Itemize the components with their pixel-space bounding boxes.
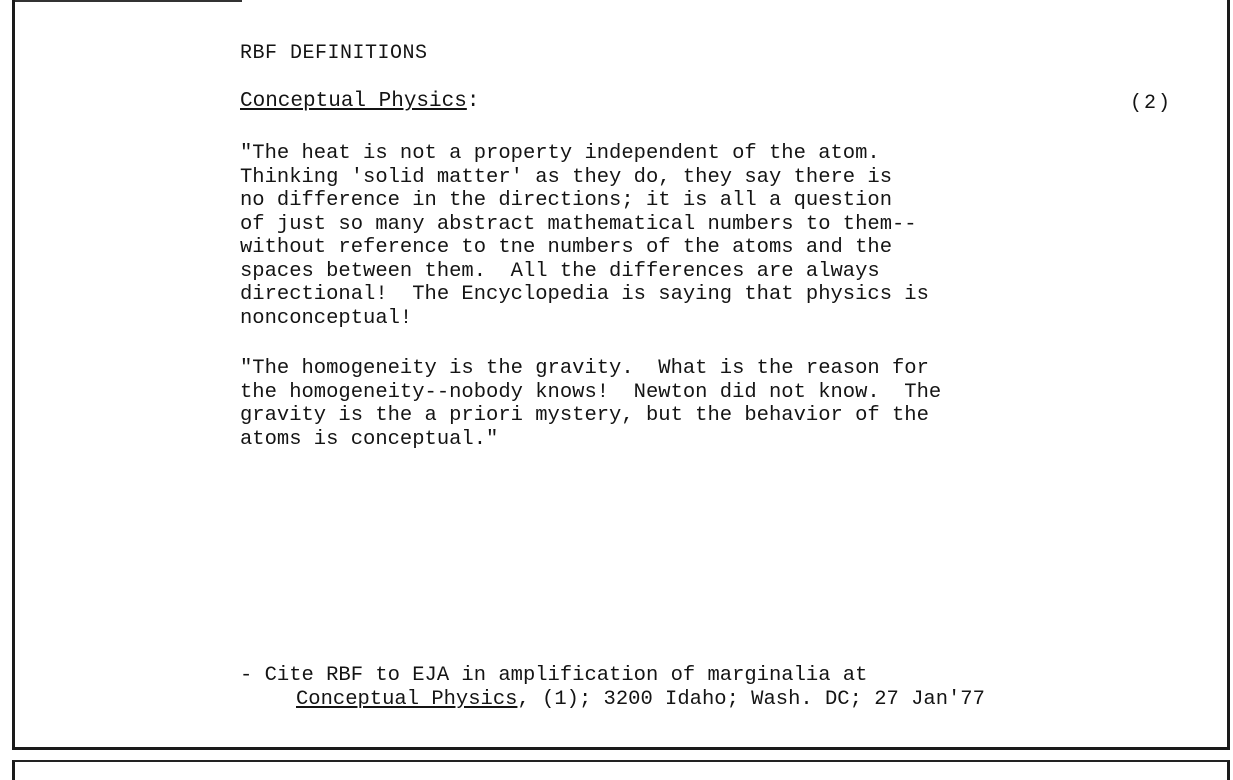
- citation-source: Conceptual Physics: [296, 688, 518, 711]
- quote-paragraph: "The homogeneity is the gravity. What is the reason for the homogeneity--nobody knows! Newton did not know. The gravity is the a priori mystery, but the behavior of the atoms is conceptual.": [240, 357, 942, 451]
- subject-label: Conceptual Physics: [240, 90, 467, 113]
- citation-details: , (1); 3200 Idaho; Wash. DC; 27 Jan'77: [517, 688, 985, 711]
- page-number: (2): [1130, 92, 1173, 115]
- citation-source-line: [240, 688, 985, 712]
- subject-title: [240, 90, 479, 113]
- citation-line: - Cite RBF to EJA in amplification of marginalia at: [240, 664, 868, 687]
- citation: [240, 664, 985, 712]
- quote-paragraph: "The heat is not a property independent of the atom. Thinking 'solid matter' as they do, they say there is no difference in the directions; it is all a question of just so many abstract mathematical numbers to them-- without reference to tne numbers of the atoms and the spaces between them. All the differences are always directional! The Encyclopedia is saying that physics is nonconceptual!: [240, 142, 929, 330]
- next-card-edge: [12, 760, 1230, 780]
- page-heading: RBF DEFINITIONS: [240, 42, 428, 65]
- subject-colon: :: [466, 90, 480, 113]
